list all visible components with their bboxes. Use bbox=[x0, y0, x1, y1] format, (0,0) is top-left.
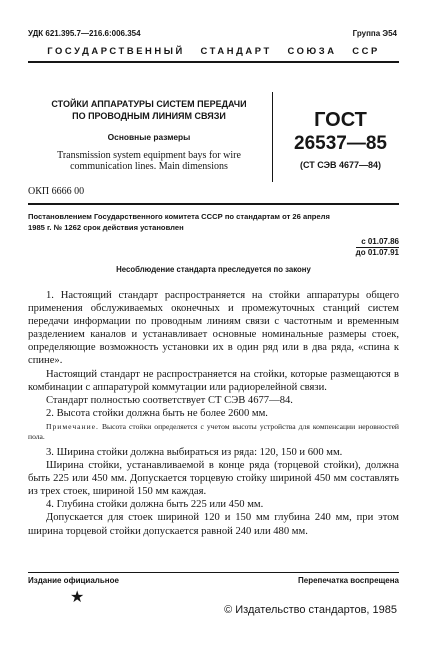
paragraph-4: 2. Высота стойки должна быть не более 2600 мм. bbox=[46, 407, 268, 419]
law-notice: Несоблюдение стандарта преследуется по закону bbox=[116, 265, 311, 274]
footer-rule bbox=[28, 572, 399, 573]
document-title-line1: СТОЙКИ АППАРАТУРЫ СИСТЕМ ПЕРЕДАЧИ bbox=[51, 99, 247, 109]
decree-line2: 1985 г. № 1262 срок действия установлен bbox=[28, 223, 184, 232]
udk-code: УДК 621.395.7—216.6:006.354 bbox=[28, 29, 141, 38]
english-title-line2: communication lines. Main dimensions bbox=[70, 161, 228, 172]
top-rule bbox=[28, 61, 399, 63]
paragraph-5: 3. Ширина стойки должна выбираться из ряда: 120, 150 и 600 мм. bbox=[46, 446, 343, 458]
paragraph-8: Допускается для стоек шириной 120 и 150 мм глубина 240 мм, при этом ширина торцевой стойки допускается равной 240 или 480 мм. bbox=[28, 512, 399, 537]
document-title-line2: ПО ПРОВОДНЫМ ЛИНИЯМ СВЯЗИ bbox=[72, 111, 226, 121]
star-icon: ★ bbox=[70, 589, 85, 606]
note bbox=[28, 422, 399, 442]
effective-until: до 01.07.91 bbox=[355, 248, 399, 257]
state-standard-banner: ГОСУДАРСТВЕННЫЙ СТАНДАРТ СОЮЗА ССР bbox=[47, 45, 380, 56]
decree-line1: Постановлением Государственного комитета СССР по стандартам от 26 апреля bbox=[28, 212, 330, 221]
title-block bbox=[28, 98, 270, 172]
body bbox=[28, 289, 399, 538]
paragraph-7: 4. Глубина стойки должна быть 225 или 450 мм. bbox=[46, 499, 264, 511]
document-subtitle: Основные размеры bbox=[107, 132, 191, 142]
copyright: © Издательство стандартов, 1985 bbox=[224, 604, 397, 616]
note-label: Примечание. bbox=[46, 421, 99, 431]
decree bbox=[28, 211, 399, 233]
paragraph-1: 1. Настоящий стандарт распространяется на стойки аппаратуры общего применения обслуживаемых оконечных и промежуточных станций систем передачи информации по проводным линиям связи с частотным и временным разделением каналов и устанавливает основные номинальные размеры стоек, определяющие возможность установки их в один ряд или в два ряда, «спина к спине». bbox=[28, 290, 399, 367]
paragraph-6: Ширина стойки, устанавливаемой в конце ряда (торцевой стойки), должна быть 225 или 450 мм. Допускается торцевую стойку шириной 450 мм составлять из трех стоек, шириной 150 мм каждая. bbox=[28, 460, 399, 498]
group-code: Группа Э54 bbox=[352, 29, 397, 38]
okp-code: ОКП 6666 00 bbox=[28, 186, 85, 197]
reprint-prohibited: Перепечатка воспрещена bbox=[298, 576, 399, 585]
paragraph-2: Настоящий стандарт не распространяется на стойки, которые размещаются в комбинации с аппаратурой коммутации или радиорелейной связи. bbox=[28, 368, 399, 393]
note-text: Высота стойки определяется с учетом высоты устройства для компенсации неровностей пола. bbox=[28, 421, 399, 441]
paragraph-3: Стандарт полностью соответствует СТ СЭВ 4677—84. bbox=[46, 394, 293, 406]
effective-from: с 01.07.86 bbox=[361, 237, 399, 246]
official-edition: Издание официальное bbox=[28, 576, 119, 585]
gost-label: ГОСТ bbox=[314, 109, 367, 131]
gost-number: 26537—85 bbox=[294, 133, 387, 154]
cmea-reference: (СТ СЭВ 4677—84) bbox=[299, 160, 382, 170]
english-title-line1: Transmission system equipment bays for wire bbox=[57, 150, 241, 161]
title-rule bbox=[28, 203, 399, 205]
title-divider bbox=[272, 92, 273, 182]
